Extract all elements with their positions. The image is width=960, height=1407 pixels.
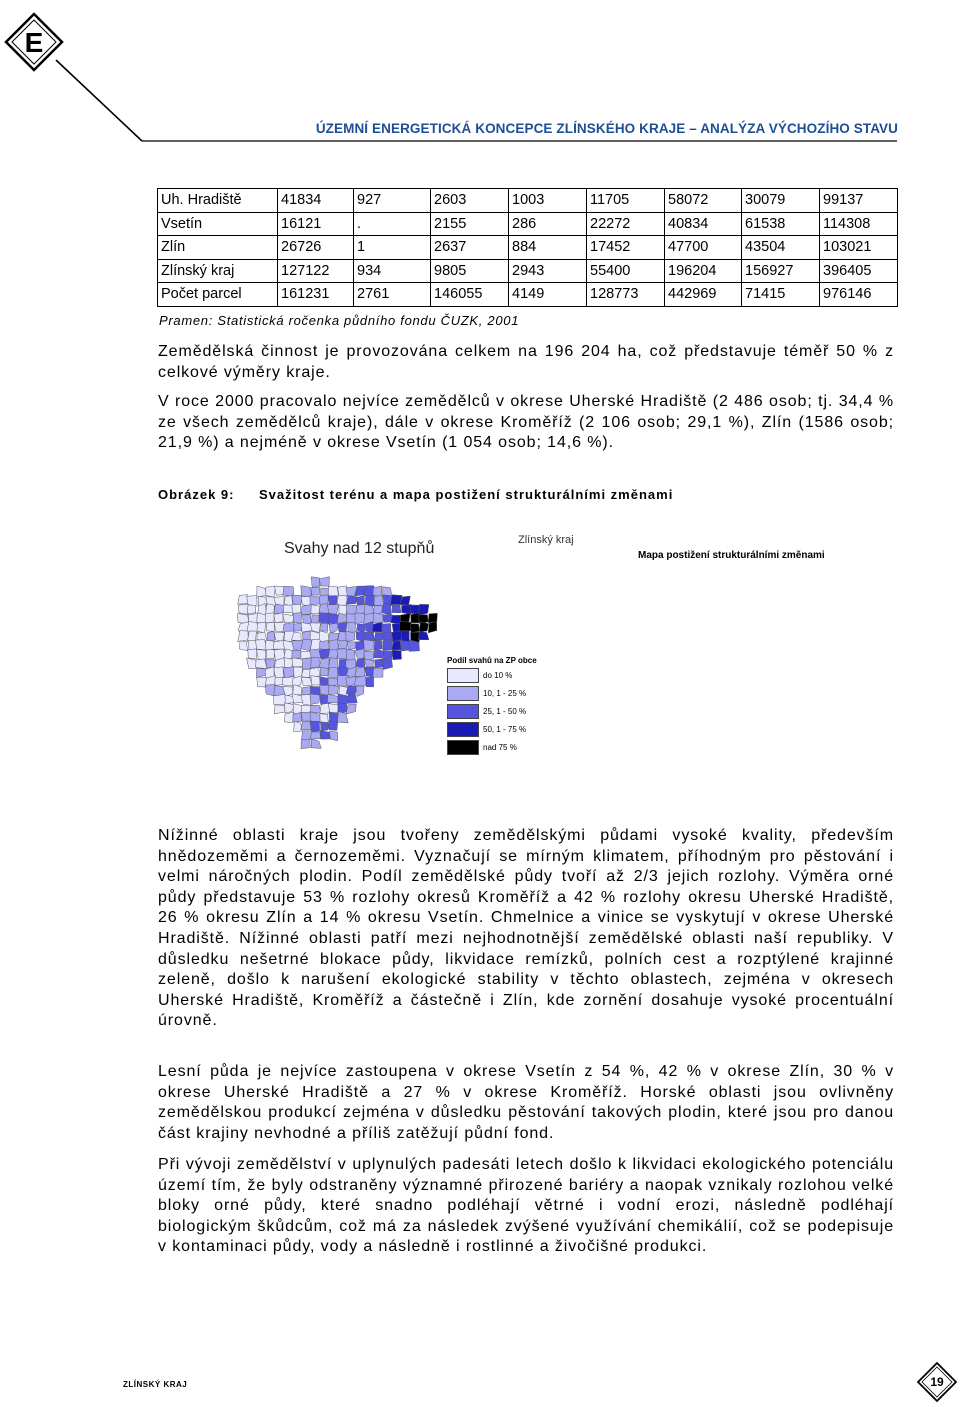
map-municipality: [329, 721, 338, 731]
value-cell: 114308: [820, 212, 898, 236]
map-municipality: [274, 613, 283, 623]
map-municipality: [356, 596, 364, 606]
diamond-e-logo-icon: [4, 12, 64, 72]
row-label-cell: Zlínský kraj: [158, 259, 278, 283]
map-municipality: [356, 605, 366, 614]
map-municipality: [375, 632, 384, 640]
table-row: [158, 212, 898, 236]
map-subtitle: Mapa postižení strukturálními změnami: [638, 550, 825, 561]
map-municipality: [346, 686, 357, 695]
value-cell: 2155: [431, 212, 509, 236]
map-municipality: [382, 658, 392, 670]
map-municipality: [283, 614, 294, 623]
map-municipality: [364, 632, 376, 641]
map-municipality: [266, 586, 276, 597]
map-municipality: [267, 631, 275, 641]
map-municipality: [357, 624, 366, 632]
map-municipality: [392, 604, 401, 613]
row-label-cell: Uh. Hradiště: [158, 189, 278, 213]
map-municipality: [373, 622, 383, 632]
value-cell: 1: [354, 236, 431, 260]
map-municipality: [292, 650, 302, 658]
legend-label: do 10 %: [483, 671, 513, 680]
value-cell: 396405: [820, 259, 898, 283]
map-municipality: [320, 731, 330, 739]
map-municipality: [366, 677, 374, 687]
map-municipality: [274, 694, 286, 705]
map-municipality: [266, 604, 275, 615]
legend-title: Podíl svahů na ZP obce: [447, 656, 537, 665]
value-cell: 934: [354, 259, 431, 283]
map-municipality: [301, 605, 311, 615]
map-municipality: [311, 676, 320, 686]
map-municipality: [400, 622, 412, 631]
table-row: [158, 236, 898, 260]
table-row: [158, 283, 898, 307]
map-municipality: [301, 739, 310, 749]
legend-swatch: [447, 668, 479, 683]
value-cell: .: [354, 212, 431, 236]
value-cell: 2761: [354, 283, 431, 307]
legend-item: [447, 740, 542, 755]
value-cell: 71415: [742, 283, 820, 307]
value-cell: 58072: [665, 189, 742, 213]
value-cell: 99137: [820, 189, 898, 213]
value-cell: 442969: [665, 283, 742, 307]
map-municipality: [400, 641, 410, 651]
map-municipality: [283, 667, 294, 678]
legend-label: 10, 1 - 25 %: [483, 689, 527, 698]
paragraph-lowlands: Nížinné oblasti kraje jsou tvořeny zemědělskými půdami vysoké kvality, především hnědozeměmi a černozeměmi. Vyznačují se mírným klimatem, příhodným pro pěstování i velmi náročných plodin. Podíl zemědělské půdy tvoří až 2/3 jejich rozlohy. Výměra orné půdy představuje 53 % rozlohy okresů Kroměříž a 42 % rozlohy okresu Uherské Hradiště, 26 % okresu Zlín a 14 % okresu Vsetín. Chmelnice a vinice se vyskytují v okrese Uherské Hradiště. Nížinné oblasti patří mezi nejhodnotnější zemědělské oblasti naší republiky. V důsledku nešetrné blokace půdy, likvidace remízků, polních cest a rozptýlené krajinné zeleně, došlo k narušení ekologické stability v těchto oblastech, zejména v okresech Uherské Hradiště, Kroměříž a částečně i Zlín, kde zornění dosahuje vysoké procentuální úrovně.: [158, 827, 894, 1030]
map-municipality: [301, 677, 312, 685]
value-cell: 16121: [278, 212, 354, 236]
map-municipality: [302, 659, 312, 670]
value-cell: 196204: [665, 259, 742, 283]
map-municipality: [301, 597, 310, 607]
map-municipality: [329, 731, 337, 741]
legend-swatch: [447, 722, 479, 737]
map-municipality: [337, 649, 348, 659]
map-municipality: [256, 668, 266, 677]
figure-caption: Svažitost terénu a mapa postižení strukturálními změnami: [259, 487, 674, 502]
map-municipality: [294, 721, 302, 731]
map-municipality: [329, 685, 339, 695]
map-municipality: [257, 622, 266, 633]
map-municipality: [346, 631, 355, 642]
map-municipality: [328, 605, 339, 615]
legend-item: [447, 668, 542, 683]
value-cell: 128773: [587, 283, 665, 307]
value-cell: 22272: [587, 212, 665, 236]
value-cell: 4149: [509, 283, 587, 307]
map-municipality: [347, 694, 357, 703]
legend-item: [447, 686, 542, 701]
value-cell: 40834: [665, 212, 742, 236]
map-municipality: [248, 649, 257, 659]
map-municipality: [364, 651, 374, 661]
legend-item: [447, 722, 542, 737]
map-municipality: [374, 649, 385, 658]
value-cell: 11705: [587, 189, 665, 213]
value-cell: 41834: [278, 189, 354, 213]
map-municipality: [383, 640, 393, 650]
value-cell: 2943: [509, 259, 587, 283]
map-municipality: [311, 739, 321, 749]
map-municipality: [294, 623, 302, 631]
value-cell: 127122: [278, 259, 354, 283]
map-municipality: [310, 732, 321, 739]
legend-label: nad 75 %: [483, 743, 517, 752]
value-cell: 26726: [278, 236, 354, 260]
map-municipality: [347, 649, 356, 660]
map-municipality: [328, 678, 339, 685]
map-municipality: [346, 596, 357, 604]
footer-region: ZLÍNSKÝ KRAJ: [123, 1380, 188, 1389]
legend-swatch: [447, 704, 479, 719]
map-municipality: [284, 712, 293, 722]
document-title: ÚZEMNÍ ENERGETICKÁ KONCEPCE ZLÍNSKÉHO KRAJE – ANALÝZA VÝCHOZÍHO STAVU: [315, 121, 898, 136]
map-municipality: [418, 631, 429, 640]
map-municipality: [292, 658, 303, 667]
map-municipality: [265, 613, 274, 623]
map-municipality: [428, 613, 437, 622]
value-cell: 2603: [431, 189, 509, 213]
map-municipality: [373, 668, 383, 677]
value-cell: 61538: [742, 212, 820, 236]
map-municipality: [419, 622, 429, 632]
value-cell: 43504: [742, 236, 820, 260]
figure-label: Obrázek 9:: [158, 487, 235, 502]
map-municipality: [346, 704, 356, 714]
map-municipality: [382, 604, 392, 616]
value-cell: 146055: [431, 283, 509, 307]
value-cell: 1003: [509, 189, 587, 213]
paragraph-agriculture-area: Zemědělská činnost je provozována celkem na 196 204 ha, což představuje téměř 50 % z celkové výměry kraje.: [158, 343, 894, 381]
map-title: Svahy nad 12 stupňů: [284, 540, 435, 557]
map-municipality: [328, 694, 339, 703]
map-municipality: [274, 705, 285, 714]
value-cell: 286: [509, 212, 587, 236]
paragraph-ecology: Při vývoji zemědělství v uplynulých padesáti letech došlo k likvidaci ekologického potenciálu území tím, že byly odstraněny významné přirozené bariéry a naopak vznikaly rozlohou velké bloky orné půdy, které snadno podléhají větrné i vodní erozi, následně podléhají biologickým škůdcům, což má za následek zvýšené využívání chemikálií, což se podepisuje v kontaminaci půdy, vody a následně i rostlinné a živočišné produkci.: [158, 1156, 894, 1256]
table-row: [158, 189, 898, 213]
map-municipality: [411, 624, 420, 633]
map-municipality: [418, 604, 429, 615]
value-cell: 55400: [587, 259, 665, 283]
legend-label: 50, 1 - 75 %: [483, 725, 527, 734]
legend-label: 25, 1 - 50 %: [483, 707, 527, 716]
map-municipality: [301, 721, 312, 730]
map-municipality: [266, 649, 275, 658]
logo-letter: E: [24, 27, 44, 58]
map-municipality: [319, 577, 329, 587]
map-municipality: [303, 615, 312, 624]
map-municipality: [311, 605, 320, 614]
value-cell: 30079: [742, 189, 820, 213]
legend-item: [447, 704, 542, 719]
table-row: [158, 259, 898, 283]
map-municipality: [238, 604, 248, 614]
row-label-cell: Počet parcel: [158, 283, 278, 307]
page-number: 19: [930, 1375, 944, 1389]
map-legend: [447, 656, 542, 758]
legend-swatch: [447, 686, 479, 701]
paragraph-farmers-2000: V roce 2000 pracovalo nejvíce zemědělců v okrese Uherské Hradiště (2 486 osob; tj. 34,4 % ze všech zemědělců kraje), dále v okrese Kroměříž (2 106 osob; 29,1 %), Zlín (1586 osob; 21,9 %) a nejméně v okrese Vsetín (1 054 osob; 14,6 %).: [158, 393, 894, 452]
legend-swatch: [447, 740, 479, 755]
map-municipality: [356, 686, 364, 696]
map-municipality: [338, 641, 348, 649]
slope-choropleth-map: [200, 570, 460, 780]
map-municipality: [328, 668, 338, 678]
map-municipality: [338, 622, 347, 632]
paragraph-forest-land: Lesní půda je nejvíce zastoupena v okrese Vsetín z 54 %, 42 % v okrese Zlín, 30 % v okrese Uherské Hradiště a 27 % v okrese Kroměříž. Horské oblasti jsou ovlivněny zemědělskou produkcí zejména v důsledku pěstování takových plodin, které jsou pro danou část krajiny nevhodné a příliš zatěžují půdní fond.: [158, 1063, 894, 1142]
map-municipality: [392, 650, 401, 660]
land-statistics-table: [157, 188, 898, 307]
value-cell: 156927: [742, 259, 820, 283]
map-municipality: [356, 658, 365, 667]
map-municipality: [238, 631, 249, 642]
table-source: Pramen: Statistická ročenka půdního fondu ČUZK, 2001: [159, 313, 520, 328]
map-municipality: [274, 604, 285, 614]
map-municipality: [247, 658, 257, 669]
map-region-label: Zlínský kraj: [518, 534, 574, 546]
map-municipality: [311, 577, 320, 588]
value-cell: 9805: [431, 259, 509, 283]
map-municipality: [428, 622, 437, 633]
map-municipality: [247, 605, 255, 614]
map-municipality: [311, 587, 320, 595]
map-municipality: [320, 667, 328, 676]
value-cell: 2637: [431, 236, 509, 260]
map-municipality: [239, 641, 247, 651]
map-municipality: [310, 596, 320, 606]
value-cell: 161231: [278, 283, 354, 307]
map-municipality: [266, 622, 274, 631]
row-label-cell: Zlín: [158, 236, 278, 260]
value-cell: 927: [354, 189, 431, 213]
map-municipality: [364, 640, 374, 652]
value-cell: 103021: [820, 236, 898, 260]
value-cell: 47700: [665, 236, 742, 260]
map-municipality: [310, 694, 321, 704]
map-municipality: [321, 623, 328, 631]
row-label-cell: Vsetín: [158, 212, 278, 236]
value-cell: 884: [509, 236, 587, 260]
map-municipality: [284, 658, 293, 668]
value-cell: 976146: [820, 283, 898, 307]
value-cell: 17452: [587, 236, 665, 260]
